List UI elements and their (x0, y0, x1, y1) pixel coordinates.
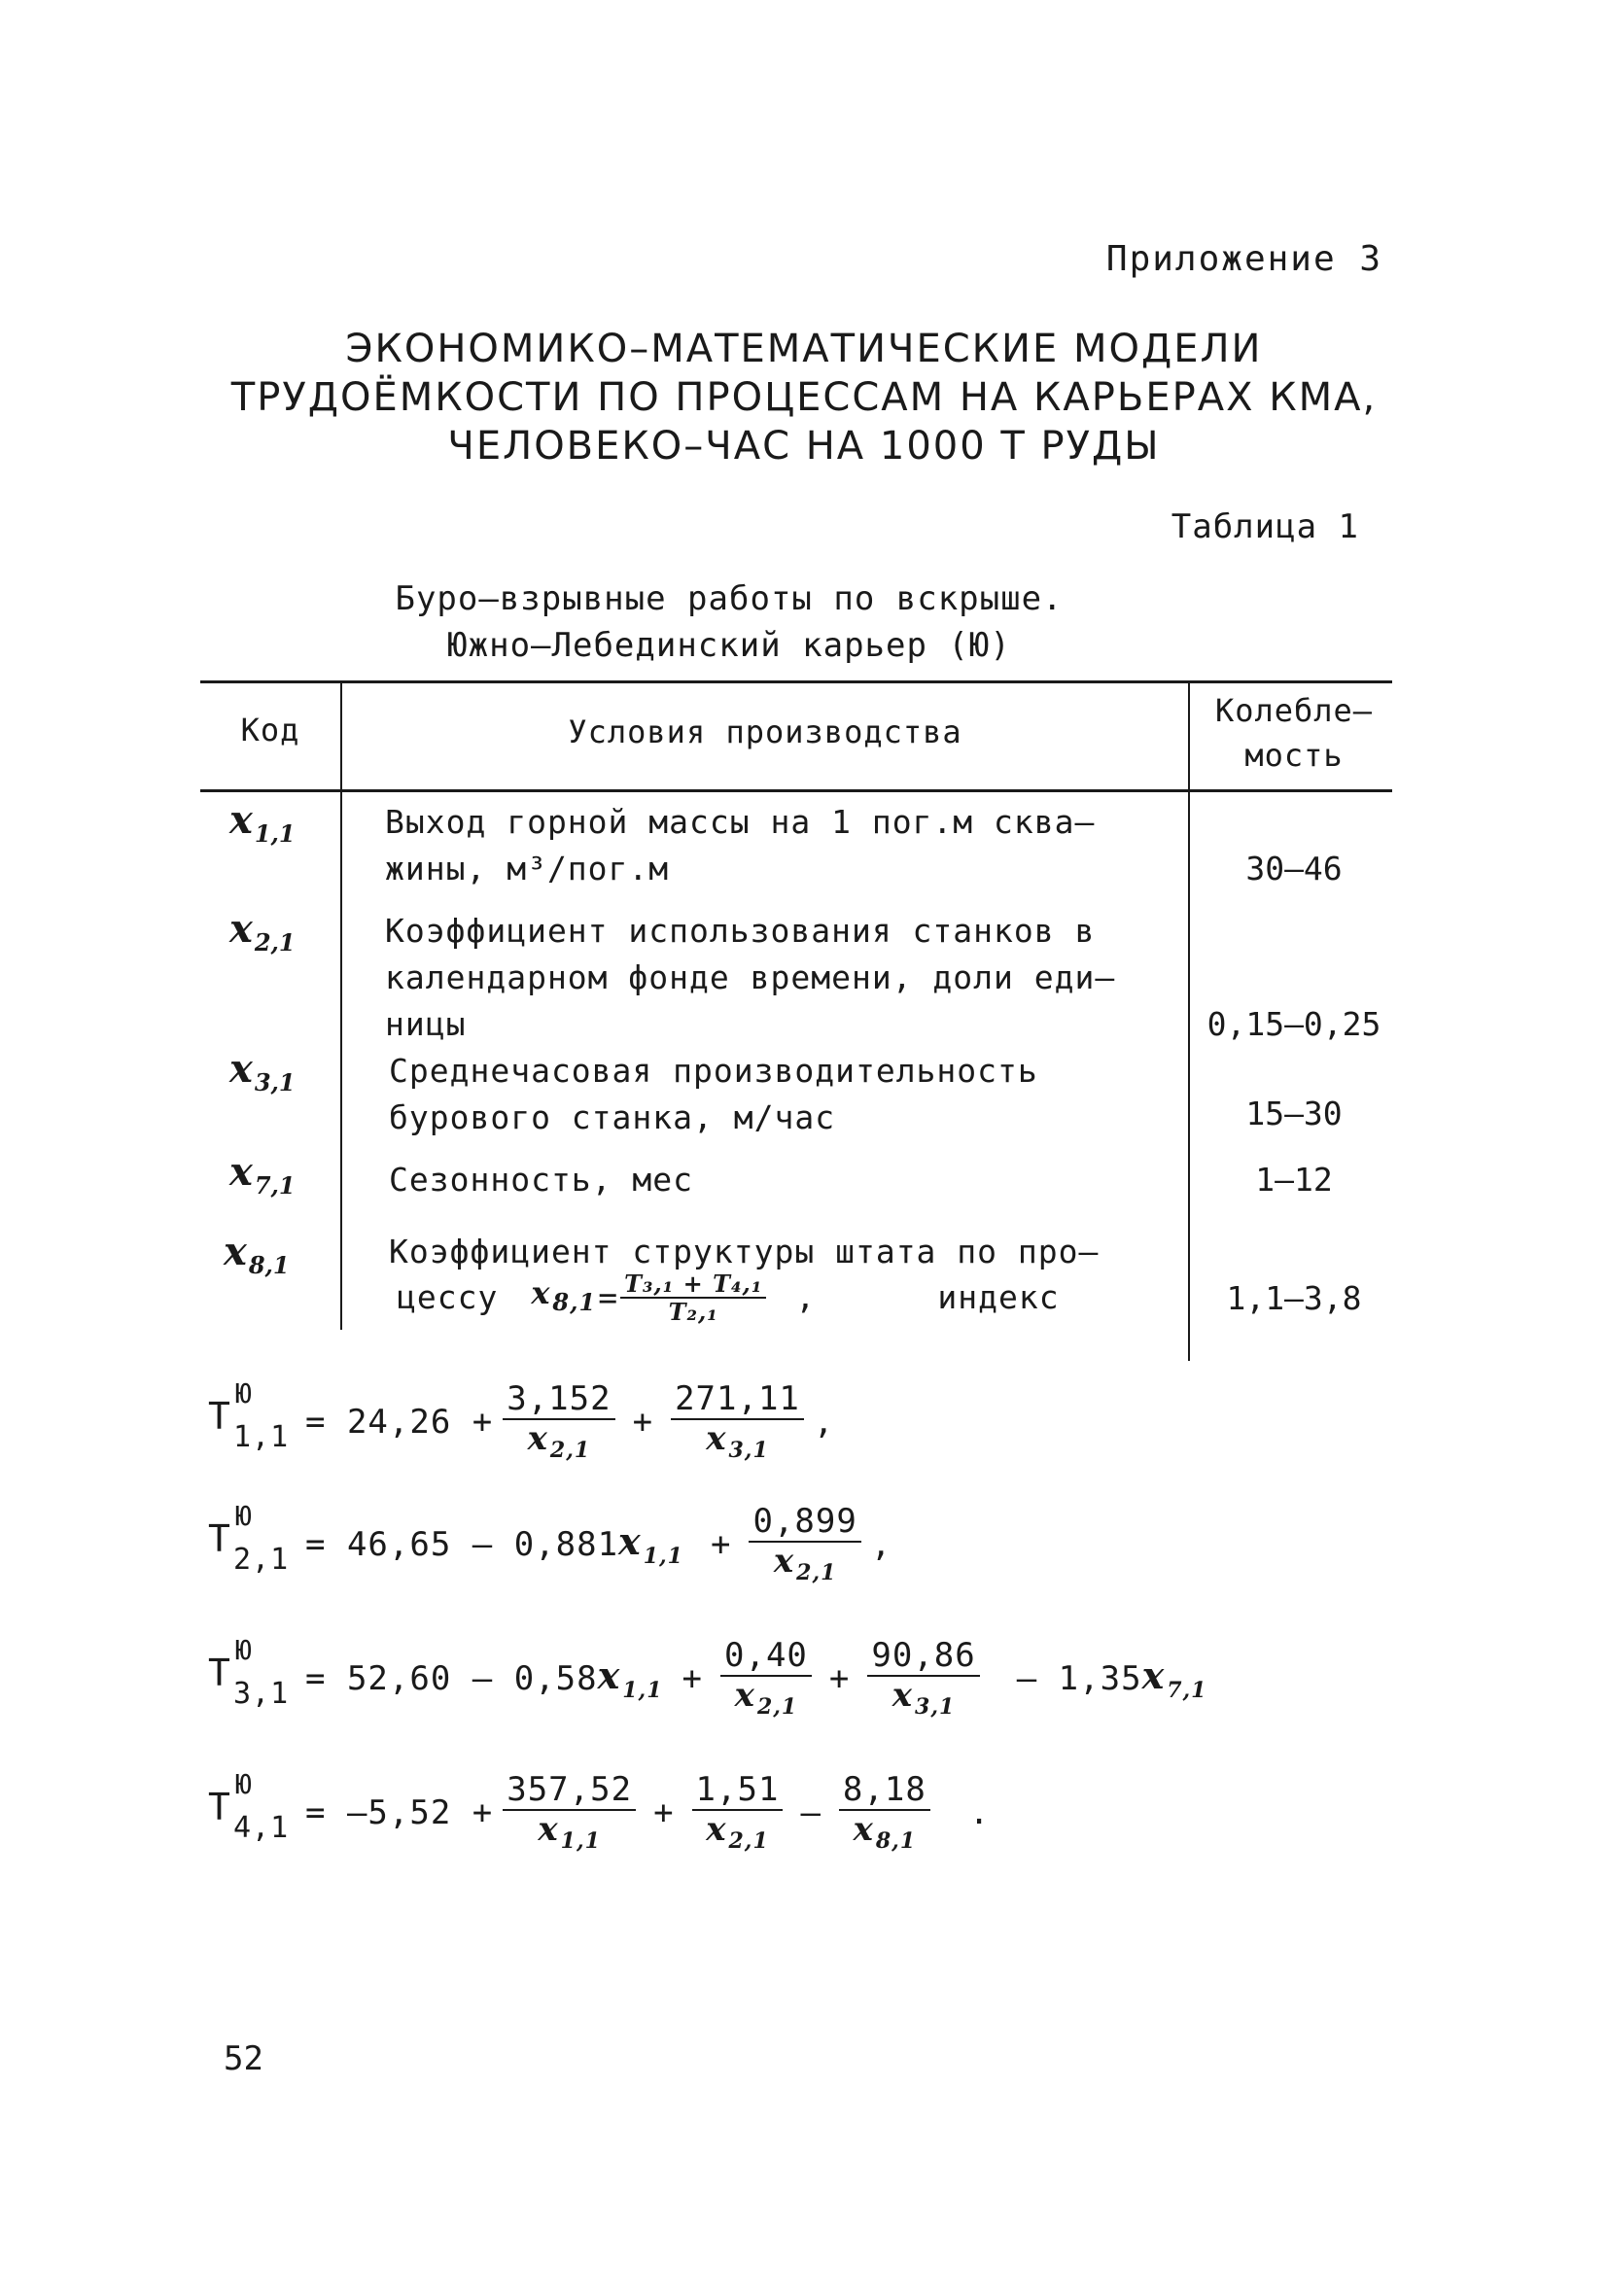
var-sub: 1,1 (560, 1827, 601, 1854)
t-symbol (208, 1376, 305, 1461)
operator: + (710, 1524, 732, 1564)
equation-t41 (208, 1767, 991, 1854)
fraction-denominator (850, 1811, 921, 1854)
t-subscript: 1,1 (233, 1419, 290, 1454)
var-sub: 7,1 (1167, 1677, 1207, 1703)
range-value: 1–12 (1255, 1161, 1333, 1199)
formula-lhs-sub: 8,1 (552, 1288, 597, 1317)
fraction-denominator (731, 1677, 802, 1720)
row-line: Сезонность, мес (389, 1161, 694, 1199)
table-top-rule (200, 680, 1392, 683)
code-sub: 2,1 (254, 928, 296, 957)
equation-t21 (208, 1499, 892, 1585)
variable (1142, 1653, 1207, 1703)
fraction-numerator: 0,40 (724, 1636, 808, 1675)
row-conditions (389, 1229, 1099, 1275)
formula-lhs (531, 1270, 596, 1326)
range-value: 0,15–0,25 (1206, 1005, 1381, 1043)
equation-constant: = 24,26 + (305, 1402, 494, 1442)
t-letter: Т (208, 1516, 231, 1560)
caption-line: Южно–Лебединский карьер (Ю) (447, 626, 1011, 665)
code-sub: 1,1 (254, 819, 296, 848)
code-letter: x (229, 906, 253, 952)
code-x81 (224, 1229, 290, 1279)
equation-t31 (208, 1633, 1207, 1720)
t-subscript: 4,1 (233, 1810, 290, 1845)
range-value: 1,1–3,8 (1226, 1279, 1362, 1317)
row-line: жины, м³/пог.м (385, 850, 670, 887)
equation-end: , (870, 1524, 892, 1564)
fraction-denominator (702, 1420, 773, 1463)
page-number: 52 (224, 2039, 263, 2078)
equation-t11 (208, 1376, 835, 1463)
appendix-label: Приложение 3 (1105, 239, 1382, 279)
fraction (503, 1380, 614, 1463)
fraction (692, 1771, 784, 1854)
row-line: Коэффициент структуры штата по про– (389, 1233, 1100, 1270)
operator: + (682, 1658, 703, 1698)
t-subscript: 3,1 (233, 1676, 290, 1711)
title-line: ЭКОНОМИКО–МАТЕМАТИЧЕСКИЕ МОДЕЛИ (345, 327, 1263, 371)
fraction-numerator: 271,11 (675, 1379, 800, 1418)
equation-constant: = 46,65 – 0,881 (305, 1524, 619, 1564)
row-conditions (385, 799, 1095, 892)
var-sub: 2,1 (549, 1437, 591, 1463)
fraction-denominator (702, 1811, 773, 1854)
table-number: Таблица 1 (1171, 507, 1359, 546)
col-header-range (1190, 688, 1398, 778)
code-x31 (229, 1046, 296, 1096)
t-superscript: Ю (235, 1376, 253, 1409)
var-letter: x (618, 1519, 642, 1564)
table-header-rule (200, 789, 1392, 792)
var-letter: x (597, 1653, 621, 1698)
operator: + (653, 1792, 675, 1832)
t-superscript: Ю (235, 1499, 253, 1532)
fraction-numerator: 357,52 (507, 1770, 633, 1809)
fraction (839, 1771, 930, 1854)
equation-tail: – 1,35 (1016, 1658, 1142, 1698)
fraction-numerator: 0,899 (752, 1502, 857, 1541)
code-letter: x (224, 1229, 247, 1274)
structure-fraction (620, 1270, 766, 1326)
var-sub: 1,1 (622, 1677, 663, 1703)
title-line: ТРУДОЁМКОСТИ ПО ПРОЦЕССАМ НА КАРЬЕРАХ КМА, (230, 375, 1378, 420)
var-sub: 8,1 (875, 1827, 917, 1854)
code-x11 (229, 797, 296, 848)
document-title (0, 325, 1608, 470)
code-letter: x (229, 1046, 253, 1092)
table-col-divider (340, 680, 342, 1330)
fraction-numerator: 1,51 (695, 1770, 780, 1809)
t-letter: Т (208, 1394, 231, 1438)
t-superscript: Ю (235, 1633, 253, 1666)
fraction (671, 1380, 804, 1463)
fraction (720, 1637, 812, 1720)
variable (598, 1653, 663, 1703)
code-sub: 3,1 (254, 1068, 296, 1096)
formula-lhs-letter: x (531, 1274, 551, 1311)
range-value: 30–46 (1245, 850, 1343, 887)
var-letter: x (891, 1676, 914, 1716)
code-letter: x (229, 1149, 253, 1195)
var-sub: 1,1 (643, 1543, 683, 1569)
row-conditions (389, 1048, 1038, 1141)
code-x71 (229, 1149, 296, 1200)
var-letter: x (538, 1810, 559, 1850)
code-letter: x (229, 797, 253, 843)
row-line: Коэффициент использования станков в (385, 912, 1096, 950)
table-caption (194, 575, 1264, 669)
equation-constant: = 52,60 – 0,58 (305, 1658, 598, 1698)
var-letter: x (773, 1542, 795, 1582)
operator: – (800, 1792, 821, 1832)
code-sub: 7,1 (254, 1171, 296, 1200)
col-header-range-line: Колебле– (1214, 692, 1374, 729)
var-sub: 3,1 (728, 1437, 769, 1463)
t-symbol (208, 1499, 305, 1583)
caption-line: Буро–взрывные работы по вскрыше. (395, 579, 1064, 618)
var-sub: 2,1 (756, 1693, 798, 1720)
row-line: бурового станка, м/час (389, 1098, 836, 1136)
row-conditions (389, 1157, 693, 1203)
code-x21 (229, 906, 296, 957)
fraction-denominator (889, 1677, 960, 1720)
equation-end: . (968, 1792, 991, 1832)
var-letter: x (1141, 1653, 1166, 1698)
var-letter: x (527, 1419, 548, 1459)
t-symbol (208, 1767, 305, 1852)
row-line: календарном фонде времени, доли еди– (385, 958, 1116, 996)
t-symbol (208, 1633, 305, 1718)
fraction (867, 1637, 979, 1720)
col-header-range-line: мость (1244, 737, 1344, 774)
operator: + (828, 1658, 851, 1698)
row-line-suffix: , индекс (795, 1278, 1060, 1317)
var-letter: x (853, 1810, 874, 1850)
equation-constant: = –5,52 + (305, 1792, 494, 1832)
var-sub: 2,1 (796, 1559, 837, 1585)
fraction-numerator: T₃,₁ + T₄,₁ (624, 1269, 763, 1298)
fraction-denominator (534, 1811, 605, 1854)
row-formula-line: цессу $x_{8,1}$ = $\frac{\text{T₃,₁ + T₄,₁}}{\text{T₂,₁}}$ , индекс (397, 1269, 1060, 1327)
fraction (503, 1771, 636, 1854)
var-sub: 3,1 (915, 1693, 956, 1720)
row-line: ницы (385, 1005, 467, 1043)
equation-end: , (813, 1402, 835, 1442)
var-letter: x (706, 1810, 727, 1850)
col-header-code: Код (240, 712, 300, 748)
var-letter: x (706, 1419, 727, 1459)
row-line: Выход горной массы на 1 пог.м сква– (385, 803, 1096, 841)
variable (618, 1519, 683, 1569)
col-header-conditions: Условия производства (568, 713, 962, 750)
row-line-prefix: цессу (397, 1278, 499, 1317)
title-line: ЧЕЛОВЕКО–ЧАС НА 1000 Т РУДЫ (447, 424, 1161, 469)
row-line: Среднечасовая производительность (389, 1052, 1038, 1090)
t-letter: Т (208, 1785, 231, 1828)
code-sub: 8,1 (248, 1251, 290, 1279)
fraction-denominator (770, 1543, 841, 1585)
fraction-numerator: 3,152 (507, 1379, 612, 1418)
t-subscript: 2,1 (233, 1542, 290, 1577)
row-conditions (385, 908, 1115, 1048)
range-value: 15–30 (1245, 1095, 1343, 1132)
fraction-denominator (524, 1420, 595, 1463)
fraction-numerator: 90,86 (871, 1636, 976, 1675)
var-sub: 2,1 (728, 1827, 769, 1854)
fraction-denominator: T₂,₁ (668, 1298, 718, 1327)
var-letter: x (734, 1676, 755, 1716)
fraction (749, 1503, 860, 1585)
t-superscript: Ю (235, 1767, 253, 1800)
t-letter: Т (208, 1651, 231, 1694)
operator: + (632, 1402, 654, 1442)
fraction-numerator: 8,18 (842, 1770, 926, 1809)
